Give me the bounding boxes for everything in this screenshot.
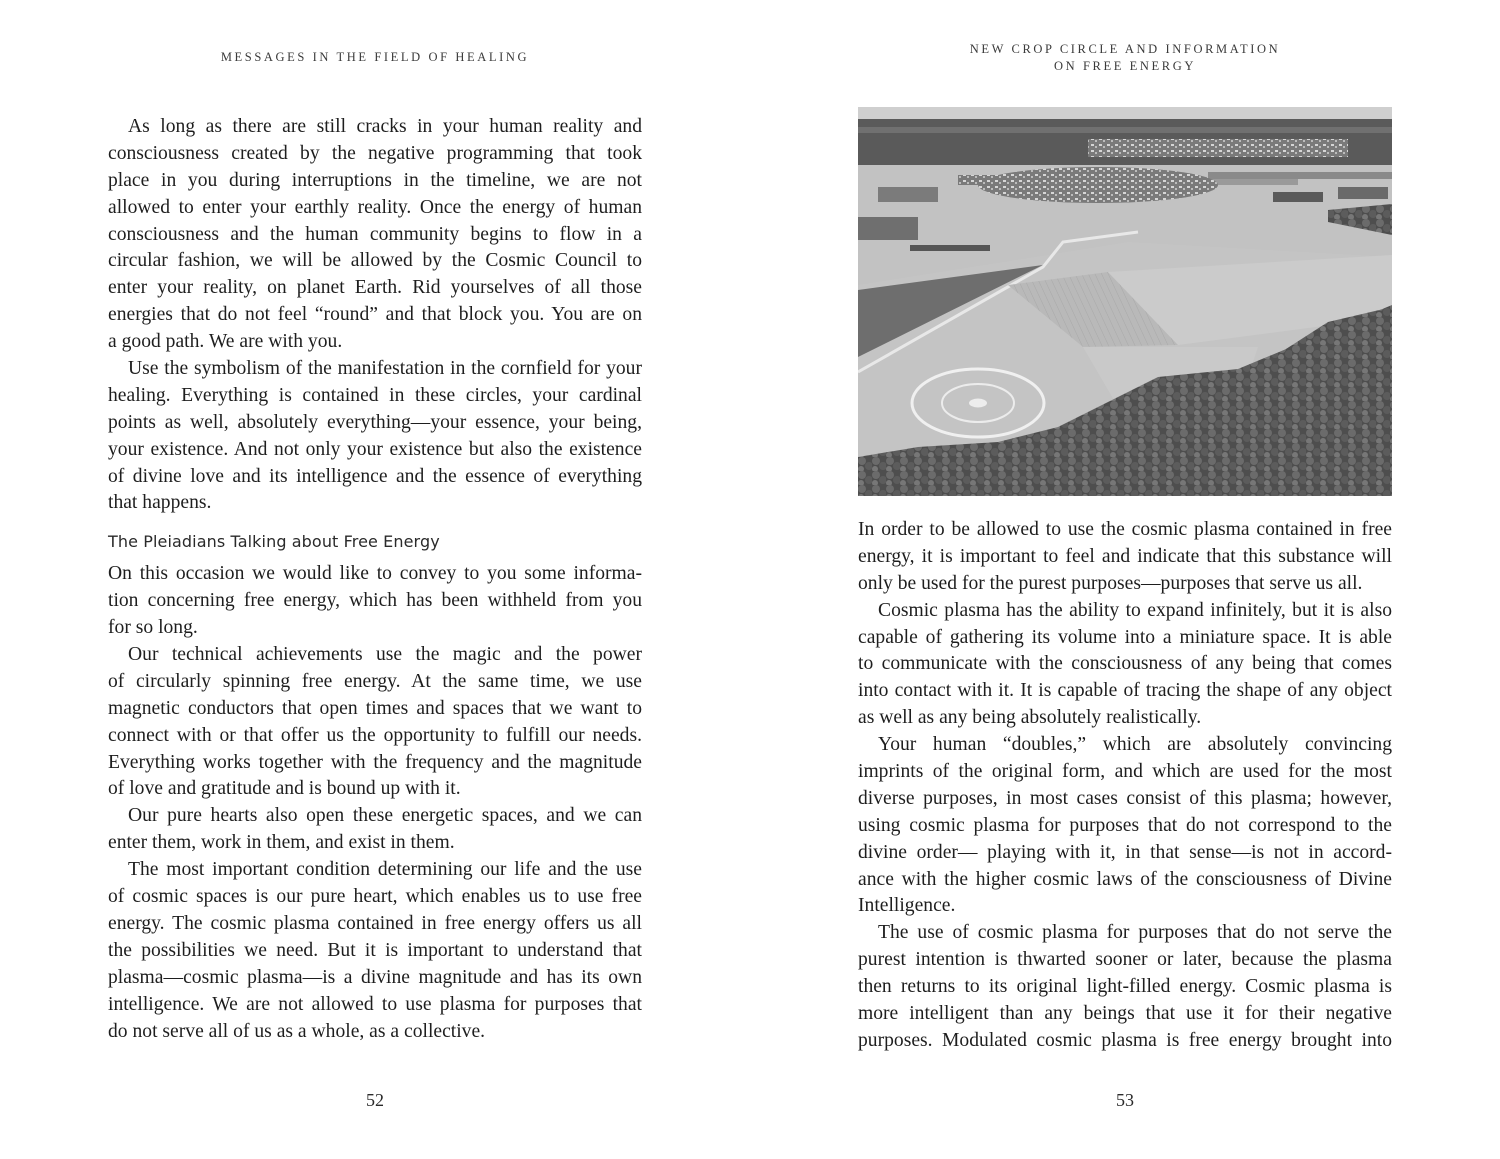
page-number-right: 53: [1116, 1090, 1134, 1110]
text-line: consciousness and the human community begins to flow in a: [108, 223, 642, 245]
text-line: The most important condition determining our life and the use: [128, 859, 642, 881]
text-line: circular fashion, we will be allowed by the Cosmic Council to: [108, 250, 642, 272]
text-line: more intelligent than any beings that use it for their negative: [858, 1003, 1392, 1025]
text-line: energies that do not feel “round” and that block you. You are on: [108, 304, 642, 326]
text-line: consciousness created by the negative programming that took: [108, 142, 642, 164]
text-line: magnetic conductors that open times and spaces that we want to: [108, 697, 642, 719]
text-line: The use of cosmic plasma for purposes that do not serve the: [878, 922, 1392, 944]
text-line: Our pure hearts also open these energetic spaces, and we can: [128, 805, 642, 827]
paragraph: [108, 356, 642, 517]
text-line: Intelligence.: [858, 895, 956, 917]
text-line: of love and gratitude and is bound up with it.: [108, 778, 461, 800]
text-line: purest intention is thwarted sooner or later, because the plasma: [858, 949, 1392, 971]
text-line: then returns to its original light-filled energy. Cosmic plasma is: [858, 976, 1392, 998]
text-line: place in you during interruptions in the timeline, we are not: [108, 169, 642, 191]
text-line: Use the symbolism of the manifestation in the cornfield for your: [128, 358, 642, 380]
text-line: Cosmic plasma has the ability to expand infinitely, but it is also: [878, 599, 1392, 621]
running-head-right: [858, 41, 1392, 75]
text-line: allowed to enter your earthly reality. Once the energy of human: [108, 196, 642, 218]
running-head-left: MESSAGES IN THE FIELD OF HEALING: [220, 50, 530, 64]
text-line: Our technical achievements use the magic and the power: [128, 644, 642, 666]
text-line: only be used for the purest purposes—purposes that serve us all.: [858, 572, 1363, 594]
text-line: the possibilities we need. But it is important to understand that: [108, 939, 642, 961]
text-line: tion concerning free energy, which has been withheld from you: [108, 590, 642, 612]
text-line: energy. The cosmic plasma contained in free energy offers us all: [108, 912, 642, 934]
text-line: energy, it is important to feel and indicate that this substance will: [858, 545, 1392, 567]
text-line: to communicate with the consciousness of any being that comes: [858, 653, 1392, 675]
right-body-text: [858, 517, 1392, 1055]
text-line: imprints of the original form, and which are used for the most: [858, 761, 1392, 783]
paragraph: [858, 920, 1392, 1054]
paragraph: [108, 803, 642, 857]
paragraph: [858, 598, 1392, 732]
aerial-photo-crop-circle: [858, 107, 1392, 496]
paragraph: [108, 561, 642, 642]
right-page: [750, 0, 1500, 1159]
distant-town: [1088, 139, 1348, 157]
text-line: using cosmic plasma for purposes that do not correspond to the: [858, 814, 1392, 836]
text-line: of divine love and its intelligence and the essence of everything: [108, 465, 642, 487]
running-head-right-line-1: NEW CROP CIRCLE AND INFORMATION: [969, 42, 1281, 56]
text-line: of circularly spinning free energy. At the same time, we use: [108, 670, 642, 692]
text-line: your existence. And not only your existence but also the existence: [108, 438, 642, 460]
running-head-right-line-2: ON FREE ENERGY: [1054, 59, 1196, 73]
page-number-left: 52: [366, 1090, 384, 1110]
text-line: connect with or that offer us the opportunity to fulfill our needs.: [108, 724, 642, 746]
paragraph: [108, 857, 642, 1045]
text-line: healing. Everything is contained in these circles, your cardinal: [108, 384, 642, 406]
text-line: of cosmic spaces is our pure heart, which enables us to use free: [108, 886, 642, 908]
text-line: points as well, absolutely everything—your essence, your being,: [108, 411, 642, 433]
paragraph: [858, 517, 1392, 598]
text-line: ance with the higher cosmic laws of the consciousness of Divine: [858, 868, 1392, 890]
paragraph: [858, 732, 1392, 920]
text-line: a good path. We are with you.: [108, 331, 343, 353]
text-line: purposes. Modulated cosmic plasma is free energy brought into: [858, 1029, 1392, 1051]
text-line: As long as there are still cracks in your human reality and: [128, 116, 642, 137]
text-line: as well as any being absolutely realistically.: [858, 707, 1202, 729]
text-line: capable of gathering its volume into a miniature space. It is able: [858, 626, 1392, 648]
spacer: [108, 517, 642, 525]
section-subheading: The Pleiadians Talking about Free Energy: [108, 532, 440, 552]
text-line: into contact with it. It is capable of tracing the shape of any object: [858, 680, 1392, 702]
text-line: In order to be allowed to use the cosmic plasma contained in free: [858, 519, 1392, 540]
text-line: that happens.: [108, 492, 212, 514]
text-line: enter your reality, on planet Earth. Rid yourselves of all those: [108, 277, 642, 299]
text-line: On this occasion we would like to convey to you some informa-: [108, 563, 642, 585]
sky-band: [858, 107, 1392, 121]
text-line: intelligence. We are not allowed to use plasma for purposes that: [108, 993, 642, 1015]
text-line: enter them, work in them, and exist in them.: [108, 832, 455, 854]
text-line: for so long.: [108, 617, 198, 639]
text-line: divine order— playing with it, in that sense—is not in accord-: [858, 841, 1392, 863]
text-line: diverse purposes, in most cases consist of this plasma; however,: [858, 787, 1392, 809]
left-body-text: [108, 114, 642, 1045]
text-line: Your human “doubles,” which are absolutely convincing: [878, 734, 1392, 756]
paragraph: [108, 642, 642, 803]
text-line: plasma—cosmic plasma—is a divine magnitude and has its own: [108, 966, 642, 988]
text-line: do not serve all of us as a whole, as a collective.: [108, 1020, 486, 1042]
text-line: Everything works together with the frequency and the magnitude: [108, 751, 642, 773]
paragraph: [108, 114, 642, 356]
aerial-photo-illustration: [858, 107, 1392, 496]
